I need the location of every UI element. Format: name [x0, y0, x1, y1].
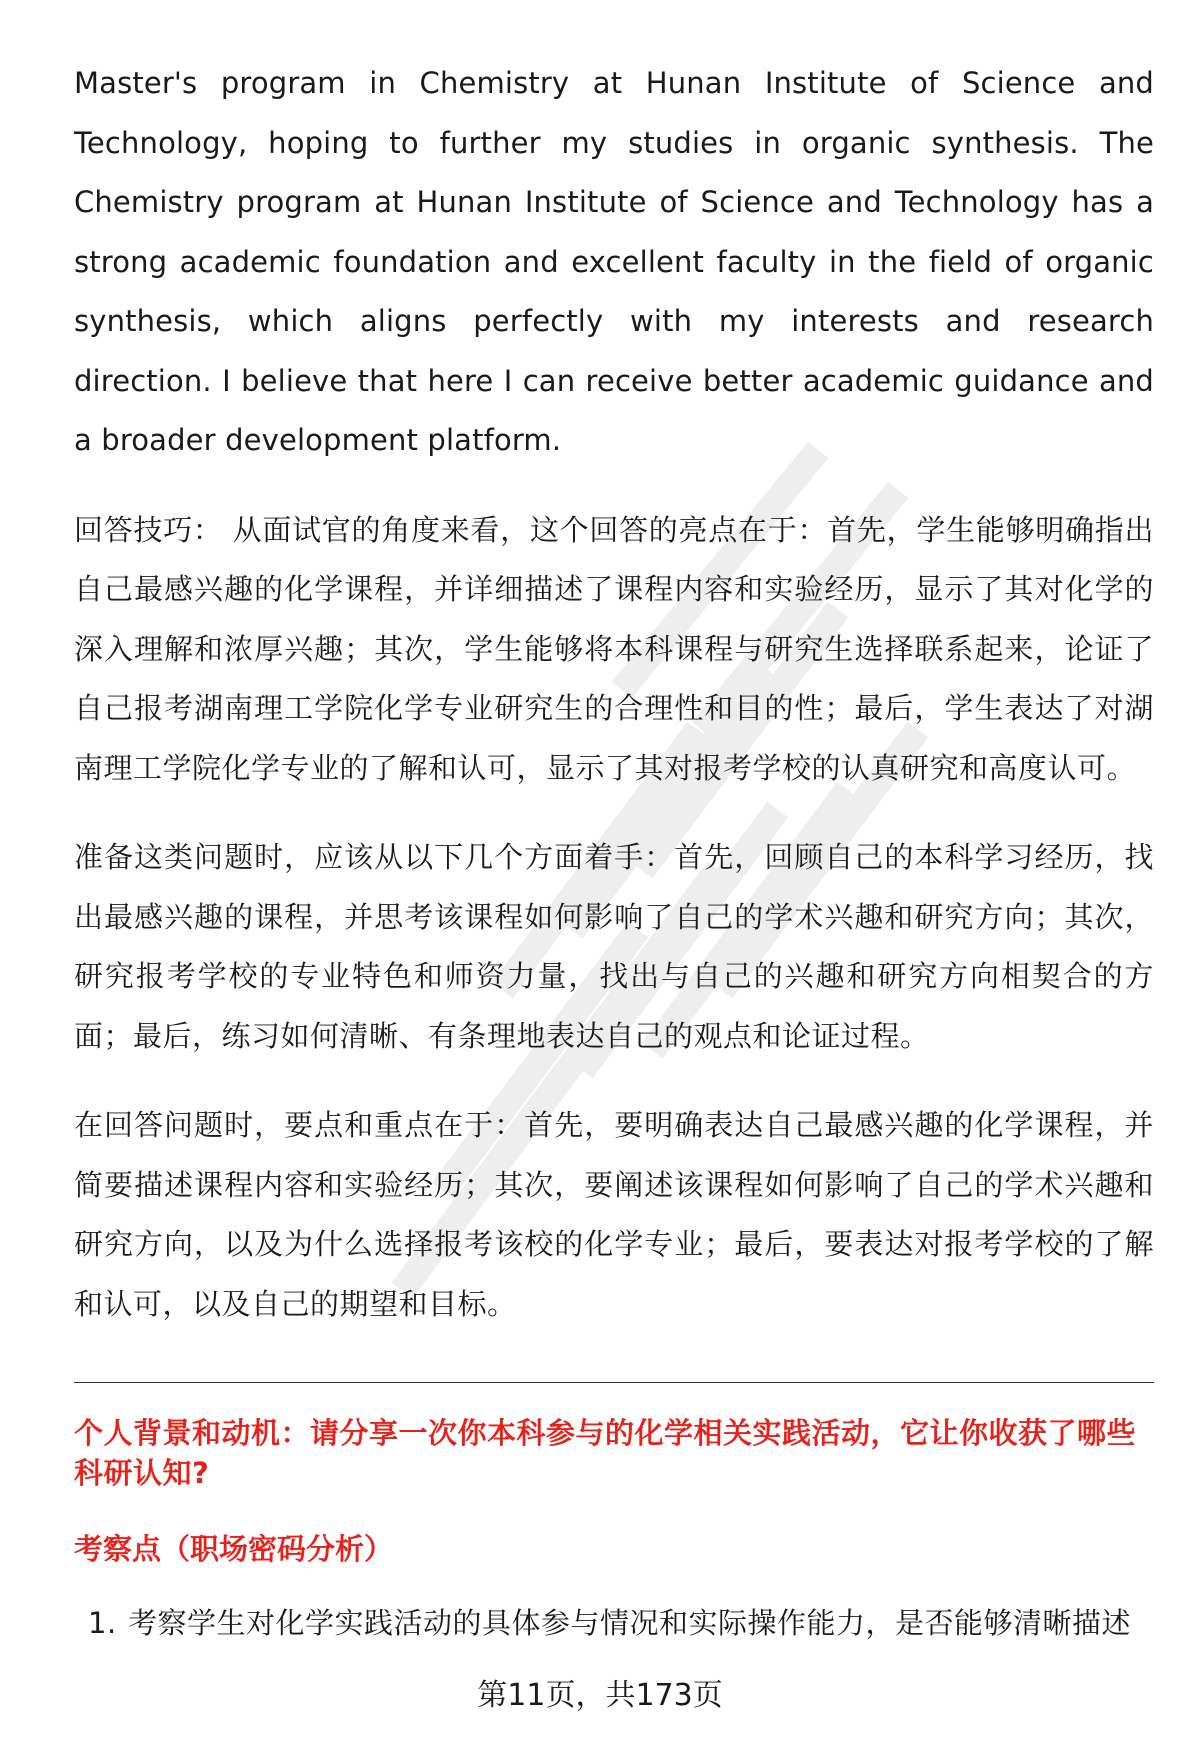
list-item-text: 考察学生对化学实践活动的具体参与情况和实际操作能力，是否能够清晰描述: [128, 1606, 1132, 1640]
paragraph-answer-tips: 回答技巧： 从面试官的角度来看，这个回答的亮点在于：首先，学生能够明确指出自己最感兴趣的化学课程，并详细描述了课程内容和实验经历，显示了其对化学的深入理解和浓厚兴趣；其次，学生能够将本科课程与研究生选择联系起来，论证了自己报考湖南理工学院化学专业研究生的合理性和目的性；最后，学生表达了对湖南理工学院化学专业的了解和认可，显示了其对报考学校的认真研究和高度认可。: [74, 512, 1154, 785]
paragraph-preparation: 准备这类问题时，应该从以下几个方面着手：首先，回顾自己的本科学习经历，找出最感兴趣的课程，并思考该课程如何影响了自己的学术兴趣和研究方向；其次，研究报考学校的专业特色和师资力量，找出与自己的兴趣和研究方向相契合的方面；最后，练习如何清晰、有条理地表达自己的观点和论证过程。: [74, 840, 1154, 1053]
document-page: [74, 54, 1154, 1643]
assessment-list: [74, 1603, 1154, 1643]
list-item-number: 1.: [88, 1606, 117, 1640]
section-divider: [74, 1382, 1154, 1383]
assessment-points-title: 考察点（职场密码分析）: [74, 1532, 394, 1566]
paragraph-english-answer: Master's program in Chemistry at Hunan Institute of Science and Technology, hoping to further my studies in organic synthesis. The Chemistry program at Hunan Institute of Science and Technology has a strong academic foundation and excellent faculty in the field of organic synthesis, which aligns perfectly with my interests and research direction. I believe that here I can receive better academic guidance and a broader development platform.: [74, 66, 1154, 457]
list-item: [74, 1603, 1154, 1643]
question-heading: 个人背景和动机：请分享一次你本科参与的化学相关实践活动，它让你收获了哪些科研认知?: [74, 1416, 1137, 1490]
page-footer: 第11页，共173页: [477, 1678, 723, 1713]
paragraph-key-points: 在回答问题时，要点和重点在于：首先，要明确表达自己最感兴趣的化学课程，并简要描述课程内容和实验经历；其次，要阐述该课程如何影响了自己的学术兴趣和研究方向，以及为什么选择报考该校的化学专业；最后，要表达对报考学校的了解和认可，以及自己的期望和目标。: [74, 1108, 1154, 1321]
